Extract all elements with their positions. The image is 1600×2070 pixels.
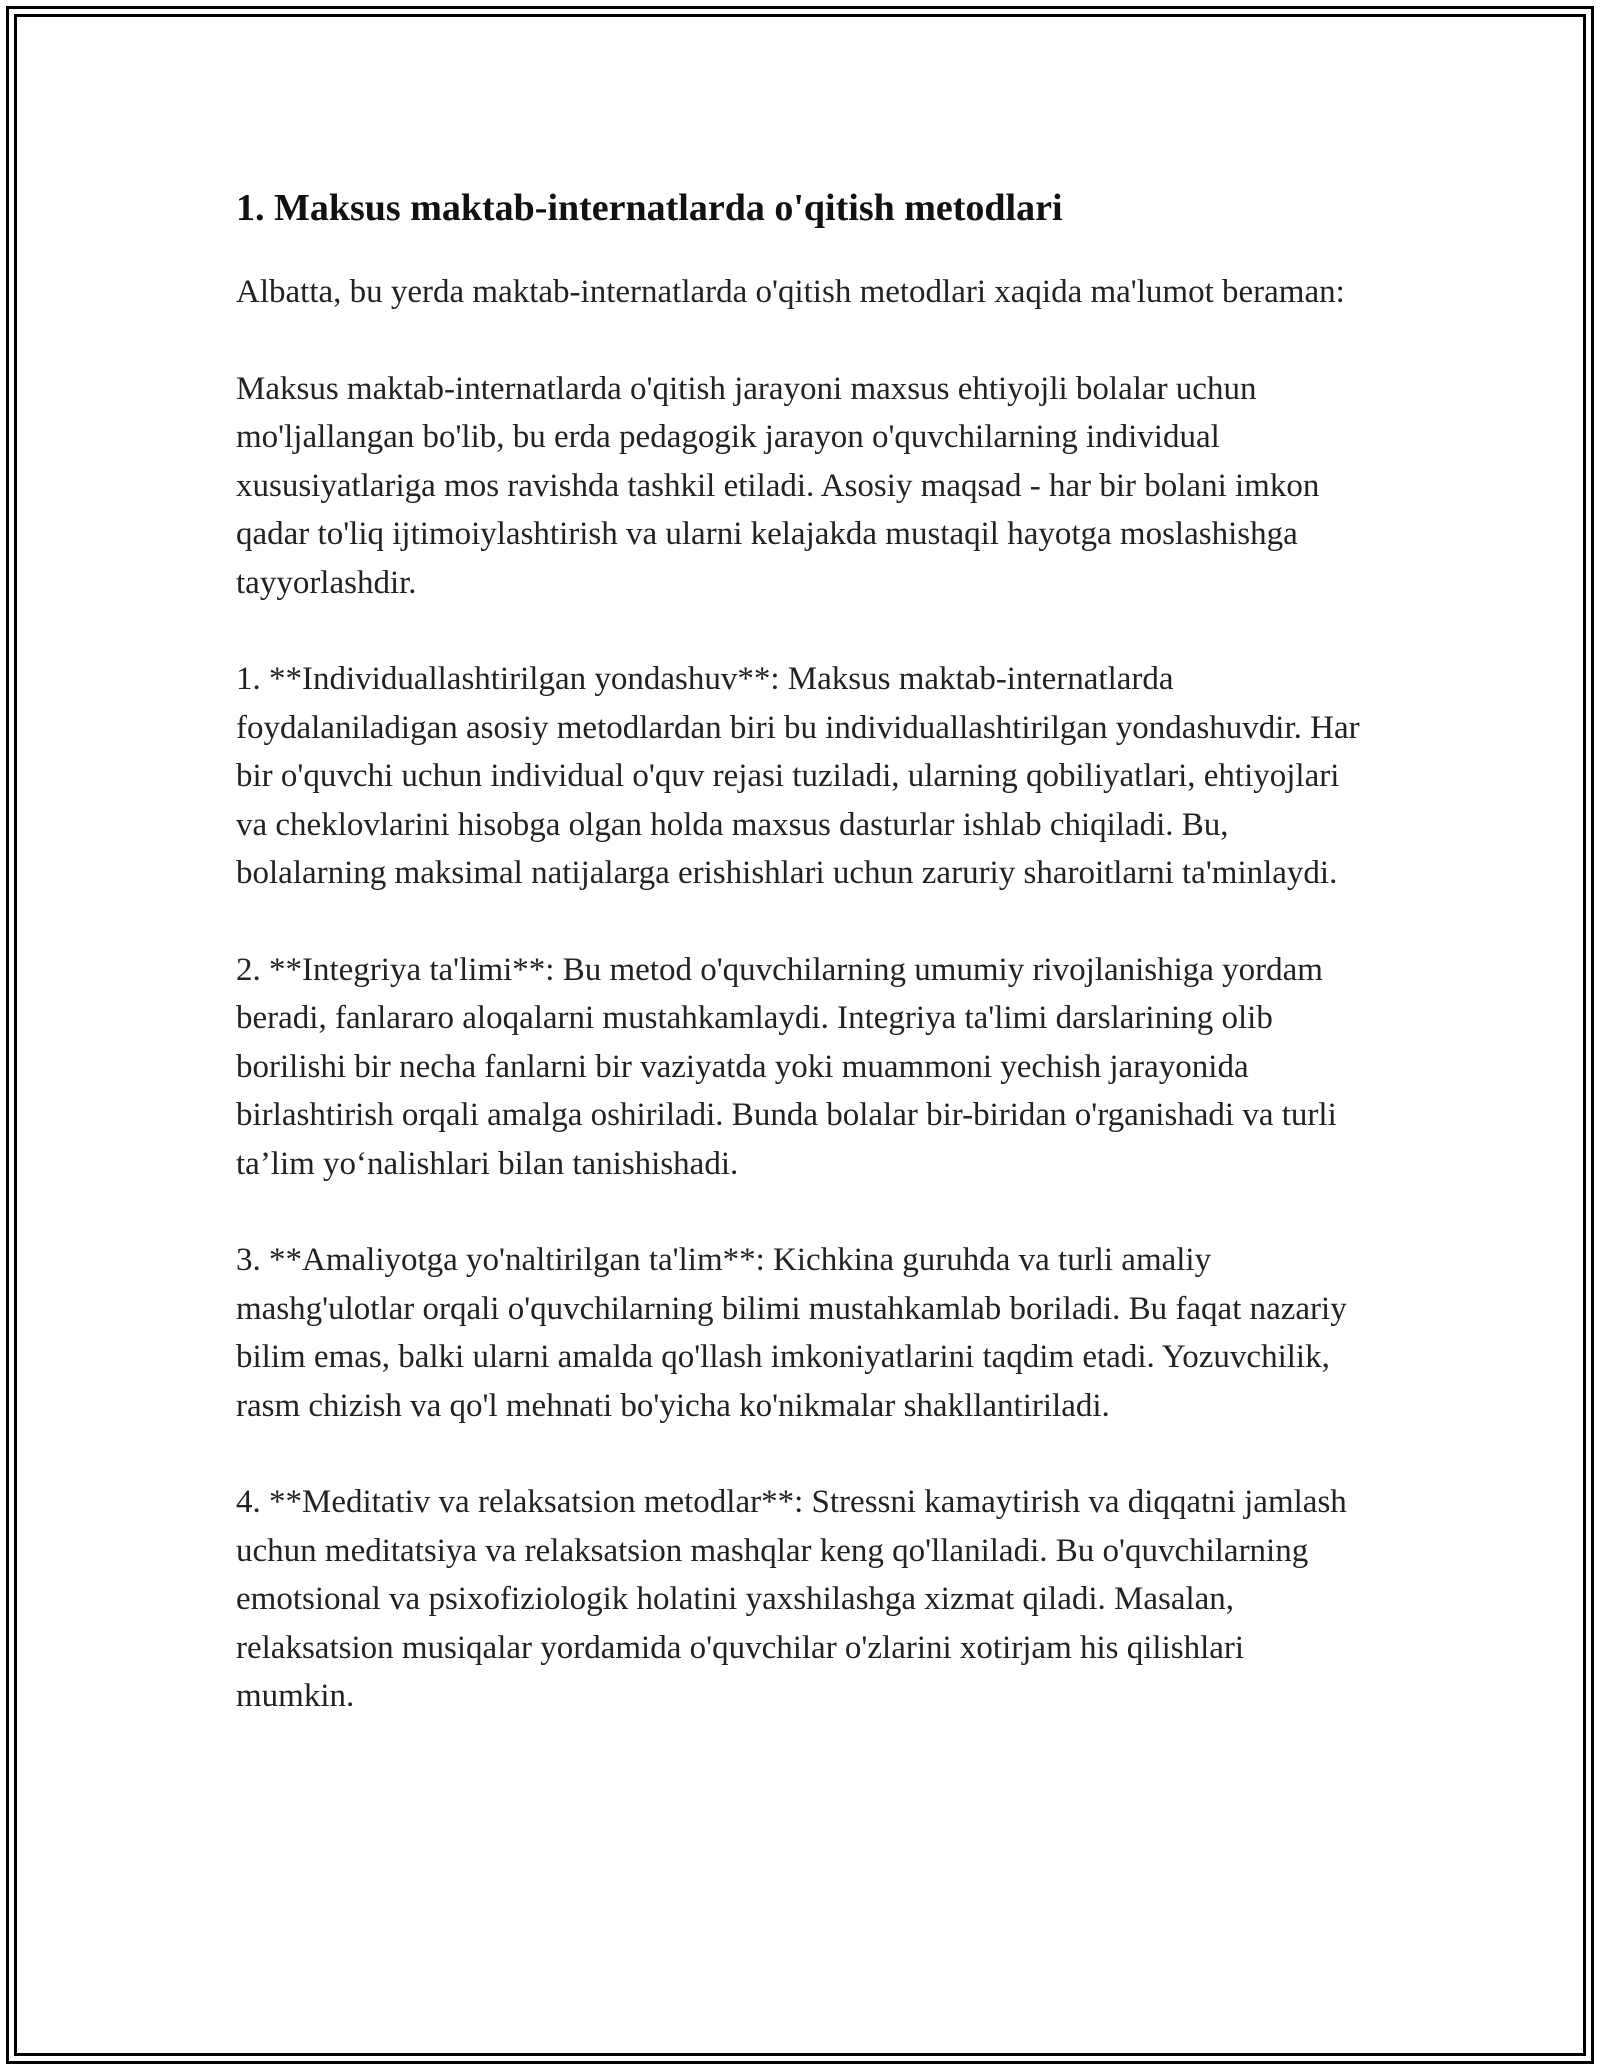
document-title: 1. Maksus maktab-internatlarda o'qitish metodlari <box>236 187 1063 229</box>
overview-paragraph: Maksus maktab-internatlarda o'qitish jarayoni maxsus ehtiyojli bolalar uchun mo'ljallangan bo'lib, bu erda pedagogik jarayon o'quvchilarning individual xususiyatlariga mos ravishda tashkil etiladi. Asosiy maqsad - har bir bolani imkon qadar to'liq ijtimoiylashtirish va ularni kelajakda mustaqil hayotga moslashishga tayyorlashdir. <box>236 370 1320 601</box>
intro-paragraph: Albatta, bu yerda maktab-internatlarda o'qitish metodlari xaqida ma'lumot beraman: <box>236 274 1345 310</box>
method-4-paragraph: 4. **Meditativ va relaksatsion metodlar**: Stressni kamaytirish va diqqatni jamlash uchun meditatsiya va relaksatsion mashqlar keng qo'llaniladi. Bu o'quvchilarning emotsional va psixofiziologik holatini yaxshilashga xizmat qiladi. Masalan, relaksatsion musiqalar yordamida o'quvchilar o'zlarini xotirjam his qilishlari mumkin. <box>236 1484 1347 1714</box>
method-3-paragraph: 3. **Amaliyotga yo'naltirilgan ta'lim**: Kichkina guruhda va turli amaliy mashg'ulotlar orqali o'quvchilarning bilimi mustahkamlab boriladi. Bu faqat nazariy bilim emas, balki ularni amalda qo'llash imkoniyatlarini taqdim etadi. Yozuvchilik, rasm chizish va qo'l mehnati bo'yicha ko'nikmalar shakllantiriladi. <box>236 1242 1347 1424</box>
method-2-paragraph: 2. **Integriya ta'limi**: Bu metod o'quvchilarning umumiy rivojlanishiga yordam beradi, fanlararo aloqalarni mustahkamlaydi. Integriya ta'limi darslarining olib borilishi bir necha fanlarni bir vaziyatda yoki muammoni yechish jarayonida birlashtirish orqali amalga oshiriladi. Bunda bolalar bir-biridan o'rganishadi va turli ta’lim yo‘nalishlari bilan tanishishadi. <box>236 951 1337 1182</box>
document-body <box>236 184 1366 1769</box>
method-1-paragraph: 1. **Individuallashtirilgan yondashuv**: Maksus maktab-internatlarda foydalaniladigan asosiy metodlardan biri bu individuallashtirilgan yondashuvdir. Har bir o'quvchi uchun individual o'quv rejasi tuziladi, ularning qobiliyatlari, ehtiyojlari va cheklovlarini hisobga olgan holda maxsus dasturlar ishlab chiqiladi. Bu, bolalarning maksimal natijalarga erishishlari uchun zaruriy sharoitlarni ta'minlaydi. <box>236 661 1360 891</box>
